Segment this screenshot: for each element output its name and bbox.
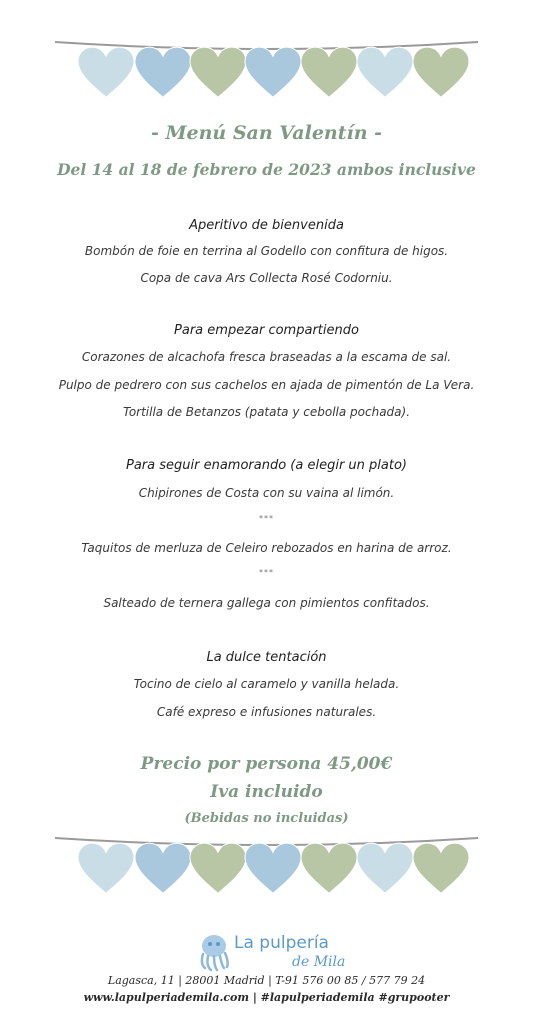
heart-icon xyxy=(357,47,413,97)
section-heading: La dulce tentación xyxy=(206,650,327,665)
section-heading: Para seguir enamorando (a elegir un plato) xyxy=(126,458,407,473)
heart-icon xyxy=(78,47,134,97)
brand-subtitle: de Mila xyxy=(292,954,346,970)
heart-icon xyxy=(135,47,191,97)
heart-garland-top xyxy=(0,30,533,120)
tax-note: Iva incluido xyxy=(210,782,323,802)
heart-icon xyxy=(78,843,134,893)
heart-garland-bottom xyxy=(0,826,533,916)
heart-icon xyxy=(301,843,357,893)
brand-logo xyxy=(0,930,533,975)
menu-item: Taquitos de merluza de Celeiro rebozados en harina de arroz. xyxy=(81,541,452,555)
drinks-note: (Bebidas no incluidas) xyxy=(184,811,349,826)
heart-icon xyxy=(245,843,301,893)
price: Precio por persona 45,00€ xyxy=(140,754,393,774)
menu-item: Corazones de alcachofa fresca braseadas a la escama de sal. xyxy=(81,350,452,364)
menu-item: Café expreso e infusiones naturales. xyxy=(156,705,377,719)
heart-icon xyxy=(245,47,301,97)
heart-icon xyxy=(301,47,357,97)
menu-item: Tortilla de Betanzos (patata y cebolla pochada). xyxy=(122,405,411,419)
heart-icon xyxy=(135,843,191,893)
menu-title: - Menú San Valentín - xyxy=(150,122,383,144)
menu-item: Salteado de ternera gallega con pimientos confitados. xyxy=(103,596,430,610)
menu-item: Chipirones de Costa con su vaina al limón. xyxy=(138,486,395,500)
heart-icon xyxy=(413,47,469,97)
footer-web: www.lapulperiademila.com | #lapulperiademila #grupooter xyxy=(83,991,450,1004)
heart-icon xyxy=(357,843,413,893)
octopus-logo-icon xyxy=(196,932,232,972)
separator-stars: *** xyxy=(259,514,274,523)
menu-item: Copa de cava Ars Collecta Rosé Codorniu. xyxy=(140,271,393,285)
menu-item: Tocino de cielo al caramelo y vanilla helada. xyxy=(133,677,400,691)
section-heading: Aperitivo de bienvenida xyxy=(189,218,344,233)
footer-address: Lagasca, 11 | 28001 Madrid | T-91 576 00 85 / 577 79 24 xyxy=(107,974,426,987)
heart-icon xyxy=(190,843,246,893)
section-heading: Para empezar compartiendo xyxy=(174,323,359,338)
menu-dates: Del 14 al 18 de febrero de 2023 ambos inclusive xyxy=(57,160,476,179)
separator-stars: *** xyxy=(259,568,274,577)
menu-item: Pulpo de pedrero con sus cachelos en ajada de pimentón de La Vera. xyxy=(58,378,475,392)
heart-icon xyxy=(413,843,469,893)
menu-item: Bombón de foie en terrina al Godello con confitura de higos. xyxy=(84,244,449,258)
brand-name: La pulpería xyxy=(234,933,329,953)
heart-icon xyxy=(190,47,246,97)
